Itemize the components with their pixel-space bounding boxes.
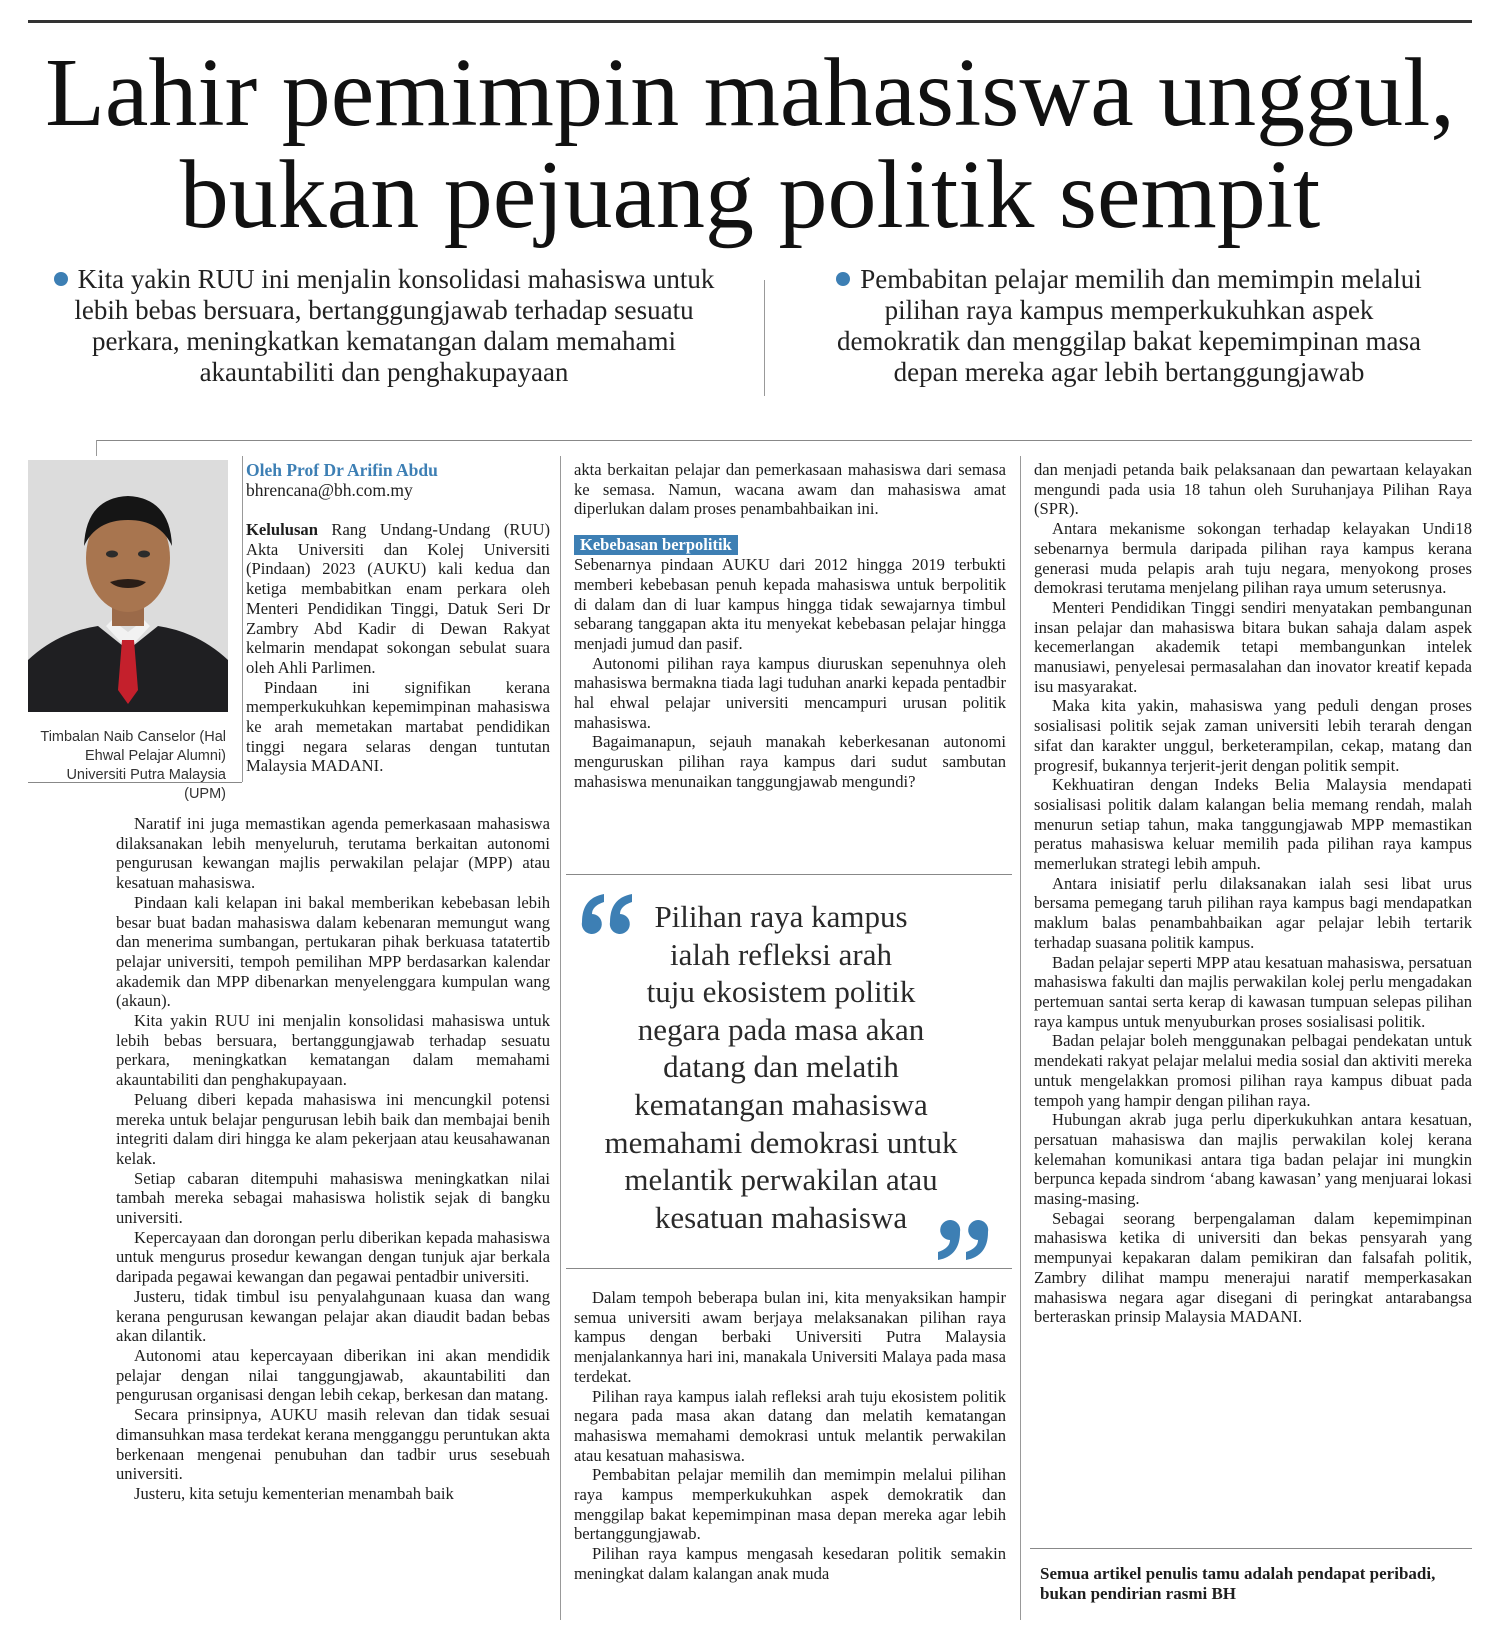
paragraph: Kepercayaan dan dorongan perlu diberikan kepada mahasiswa untuk mengurus prosedur kewangan dengan tunjuk ajar berkala daripada pegawai kewangan dan pegawai pentadbir universiti. — [116, 1227, 550, 1287]
paragraph: Sebagai seorang berpengalaman dalam kepemimpinan mahasiswa ketika di universiti dan bekas pensyarah yang mempunyai kepakaran dalam pemikiran dan falsafah politik, Zambry dilihat mampu menerajui naratif memperkasakan mahasiswa negara agar disegani di peringkat antarabangsa berteraskan prinsip Malaysia MADANI. — [1034, 1208, 1472, 1327]
section-subhead: Kebebasan berpolitik — [574, 535, 738, 555]
paragraph: Pilihan raya kampus mengasah kesedaran politik semakin meningkat dalam kalangan anak muda — [574, 1544, 1006, 1583]
bullet-icon — [54, 272, 68, 286]
quote-line: ialah refleksi arah — [669, 936, 893, 972]
headline-line-1: Lahir pemimpin mahasiswa unggul, — [45, 39, 1455, 147]
paragraph: Justeru, tidak timbul isu penyalahgunaan kuasa dan wang kerana pengurusan kewangan pelajar akan diaudit badan bebas akan dilantik. — [116, 1286, 550, 1346]
quote-line: Pilihan raya kampus — [654, 899, 908, 934]
paragraph: Menteri Pendidikan Tinggi sendiri menyatakan pembangunan insan pelajar dan mahasiswa bitara bukan sahaja dalam aspek kecemerlangan akademik tetapi membangunkan intelek manusiawi, penyelesai permasalahan dan inovator kreatif kepada isu masyarakat. — [1034, 597, 1472, 696]
pullquote-rule-bottom — [566, 1268, 1012, 1269]
paragraph: dan menjadi petanda baik pelaksanaan dan pewartaan kelayakan mengundi pada usia 18 tahun oleh Suruhanjaya Pilihan Raya (SPR). — [1034, 460, 1472, 519]
paragraph: Justeru, kita setuju kementerian menambah baik — [134, 1483, 454, 1503]
lead-text: Rang Undang-Undang (RUU) Akta Universiti dan Kolej Universiti (Pindaan) 2023 (AUKU) kali kedua dan ketiga membabitkan enam perkara oleh Menteri Pendidikan Tinggi, Datuk Seri Dr Zambry Abd Kadir di Dewan Rakyat kelmarin mendapat sokongan sebulat suara oleh Ahli Parlimen. — [246, 520, 550, 677]
disclaimer-note: Semua artikel penulis tamu adalah pendapat peribadi, bukan pendirian rasmi BH — [1040, 1564, 1436, 1603]
quote-line: kematangan mahasiswa — [634, 1086, 928, 1122]
column-1-bottom — [116, 814, 550, 1504]
highlight-line: Kita yakin RUU ini menjalin konsolidasi mahasiswa untuk — [77, 264, 715, 294]
highlight-left — [34, 264, 734, 388]
paragraph: Antara inisiatif perlu dilaksanakan ialah sesi libat urus bersama pemegang taruh pilihan raya kampus bagi mendapatkan maklum balas penambahbaikan agar pelajar lebih tertarik terhadap suasana politik kampus. — [1034, 873, 1472, 952]
highlight-line: Pembabitan pelajar memilih dan memimpin melalui — [860, 264, 1422, 294]
quote-line: memahami demokrasi untuk — [604, 1124, 958, 1160]
paragraph: Sebenarnya pindaan AUKU dari 2012 hingga 2019 terbukti memberi kebebasan penuh kepada mahasiswa untuk berpolitik di dalam dan di luar kampus hingga tidak sewajarnya timbul sebarang tanggapan akta itu menyekat kebebasan pelajar hingga menjadi jumud dan pasif. — [574, 555, 1006, 653]
column-1-top — [246, 520, 550, 776]
byline-block — [246, 460, 550, 500]
column-divider — [1020, 456, 1021, 1620]
quote-line: melantik perwakilan atau — [624, 1162, 938, 1198]
column-2-top — [574, 460, 1006, 792]
paragraph: Naratif ini juga memastikan agenda pemerkasaan mahasiswa dilaksanakan lebih menyeluruh, terutama berkaitan autonomi pengurusan kewangan majlis perwakilan pelajar (MPP) atau kesatuan mahasiswa. — [116, 814, 550, 893]
close-quote-icon — [934, 1218, 992, 1262]
paragraph: Badan pelajar boleh menggunakan pelbagai pendekatan untuk mendekati rakyat pelajar melalui media sosial dan aktiviti mereka untuk mengelakkan promosi pilihan raya kampus dibuat pada tempoh yang hampir dengan pilihan raya. — [1034, 1031, 1472, 1110]
quote-line: negara pada masa akan — [637, 1011, 925, 1047]
highlight-right — [786, 264, 1472, 388]
highlight-line: depan mereka agar lebih bertanggungjawab — [893, 357, 1365, 387]
paragraph: Antara mekanisme sokongan terhadap kelayakan Undi18 sebenarnya bermula daripada pilihan raya kampus kerana generasi muda pelapis arah tuju negara, menyokong proses demokrasi terutama menjelang pilihan raya umum seterusnya. — [1034, 519, 1472, 598]
paragraph: Badan pelajar seperti MPP atau kesatuan mahasiswa, persatuan mahasiswa fakulti dan majlis perwakilan kolej perlu mengadakan pertemuan santai serta kerap di kawasan tumpuan selepas pilihan raya kampus untuk menyuburkan proses sosialisasi politik. — [1034, 952, 1472, 1031]
photo-caption: Timbalan Naib Canselor (Hal Ehwal Pelajar Alumni) Universiti Putra Malaysia (UPM) — [40, 729, 226, 802]
column-divider — [560, 456, 561, 1620]
pullquote-rule-top — [566, 874, 1012, 875]
bullet-icon — [836, 272, 850, 286]
highlight-line: perkara, meningkatkan kematangan dalam memahami — [91, 326, 676, 356]
footer-rule — [1030, 1548, 1472, 1549]
paragraph: akta berkaitan pelajar dan pemerkasaan mahasiswa dari semasa ke semasa. Namun, wacana awam dan mahasiswa amat diperlukan dalam proses penambahbaikan ini. — [574, 460, 1006, 519]
top-rule — [28, 20, 1472, 23]
column-3 — [1034, 460, 1472, 1327]
pull-quote — [576, 898, 986, 1236]
paragraph: Maka kita yakin, mahasiswa yang peduli dengan proses sosialisasi politik sejak zaman universiti lebih terarah dengan sifat dan karakter unggul, berketerampilan, cekap, matang dan progresif, bukannya terjerit-jerit dengan politik sempit. — [1034, 696, 1472, 775]
paragraph: Autonomi pilihan raya kampus diuruskan sepenuhnya oleh mahasiswa bermakna tiada lagi tuduhan anarki kepada pentadbir hal ehwal pelajar universiti mencampuri urusan politik mahasiswa. — [574, 653, 1006, 732]
paragraph: Secara prinsipnya, AUKU masih relevan dan tidak sesuai dimansuhkan masa terdekat kerana mengganggu peruntukan akta berkenaan mengenai penubuhan dan tadbir urus sesebuah universiti. — [116, 1405, 550, 1484]
author-photo — [28, 460, 228, 712]
highlight-line: akauntabiliti dan penghakupayaan — [199, 357, 569, 387]
paragraph: Pindaan ini signifikan kerana memperkukuhkan kepemimpinan mahasiswa ke arah memetakan martabat pendidikan tinggi negara selaras dengan tuntutan Malaysia MADANI. — [246, 677, 550, 776]
paragraph: Setiap cabaran ditempuhi mahasiswa meningkatkan nilai tambah mereka sebagai mahasiswa holistik sejak di bangku universiti. — [116, 1168, 550, 1228]
column-2-bottom — [574, 1288, 1006, 1584]
highlight-line: lebih bebas bersuara, bertanggungjawab terhadap sesuatu — [74, 295, 694, 325]
photo-divider — [242, 456, 243, 782]
paragraph — [246, 520, 550, 678]
paragraph: Autonomi atau kepercayaan diberikan ini akan mendidik pelajar dengan nilai tanggungjawab, akauntabiliti dan pengurusan organisasi dengan lebih cekap, berkesan dan matang. — [116, 1345, 550, 1405]
paragraph: Pembabitan pelajar memilih dan memimpin melalui pilihan raya kampus memperkukuhkan aspek demokratik dan menggilap bakat kepemimpinan masa depan mereka agar lebih bertanggungjawab. — [574, 1465, 1006, 1544]
quote-line: tuju ekosistem politik — [646, 974, 916, 1010]
author-email: bhrencana@bh.com.my — [246, 480, 413, 500]
paragraph: Pilihan raya kampus ialah refleksi arah tuju ekosistem politik negara pada masa akan datang dan melatih kematangan mahasiswa memahami demokrasi untuk melantik perwakilan atau kesatuan mahasiswa. — [574, 1386, 1006, 1465]
author-portrait-icon — [28, 460, 228, 712]
paragraph: Peluang diberi kepada mahasiswa ini mencungkil potensi mereka untuk belajar pengurusan lebih baik dan membajai benih integriti dalam diri hingga ke alam pekerjaan atau keusahawanan kelak. — [116, 1089, 550, 1168]
paragraph: Kekhuatiran dengan Indeks Belia Malaysia mendapati sosialisasi politik dalam kalangan belia memang rendah, malah menurun setiap tahun, maka tanggungjawab MPP memastikan peratus mahasiswa keluar memilih pada pilihan raya kampus memerlukan strategi lebih ampuh. — [1034, 775, 1472, 874]
headline-line-2: bukan pejuang politik sempit — [179, 141, 1321, 249]
paragraph: Bagaimanapun, sejauh manakah keberkesanan autonomi menguruskan pilihan raya kampus dari sudut sambutan mahasiswa menunaikan tanggungjawab mengundi? — [574, 732, 1006, 791]
author-byline: Oleh Prof Dr Arifin Abdu — [246, 460, 438, 480]
paragraph: Hubungan akrab juga perlu diperkukuhkan antara kesatuan, persatuan mahasiswa dan majlis perwakilan kolej kerana kelemahan komunikasi antara tiga badan pelajar ini mungkin berpunca kepada sindrom ‘abang kawasan’ yang menjuarai lokasi masing-masing. — [1034, 1110, 1472, 1209]
section-rule — [96, 440, 1472, 441]
highlight-line: demokratik dan menggilap bakat kepemimpinan masa — [836, 326, 1422, 356]
frame-tick — [96, 440, 97, 456]
quote-line: datang dan melatih — [663, 1049, 899, 1085]
highlight-line: pilihan raya kampus memperkukuhkan aspek — [884, 295, 1374, 325]
quote-line: kesatuan mahasiswa — [654, 1199, 908, 1235]
paragraph: Pindaan kali kelapan ini bakal memberikan kebebasan lebih besar buat badan mahasiswa dalam kebenaran memungut wang dan menerima sumbangan, pertukaran pihak berkuasa tatatertib pelajar universiti, tempoh pemilihan MPP berdasarkan kalendar akademik dan MPP dibenarkan menyelenggara kumpulan wang (akaun). — [116, 892, 550, 1011]
paragraph: Dalam tempoh beberapa bulan ini, kita menyaksikan hampir semua universiti awam berjaya melaksanakan pilihan raya kampus dengan berbaki Universiti Putra Malaysia menjalankannya hari ini, manakala Universiti Malaya pada masa terdekat. — [574, 1288, 1006, 1386]
lead-word: Kelulusan — [246, 520, 318, 539]
paragraph: Kita yakin RUU ini menjalin konsolidasi mahasiswa untuk lebih bebas bersuara, bertanggungjawab terhadap sesuatu perkara, meningkatkan kematangan dalam memahami akauntabiliti dan penghakupayaan. — [116, 1011, 550, 1090]
highlight-divider — [764, 280, 765, 396]
